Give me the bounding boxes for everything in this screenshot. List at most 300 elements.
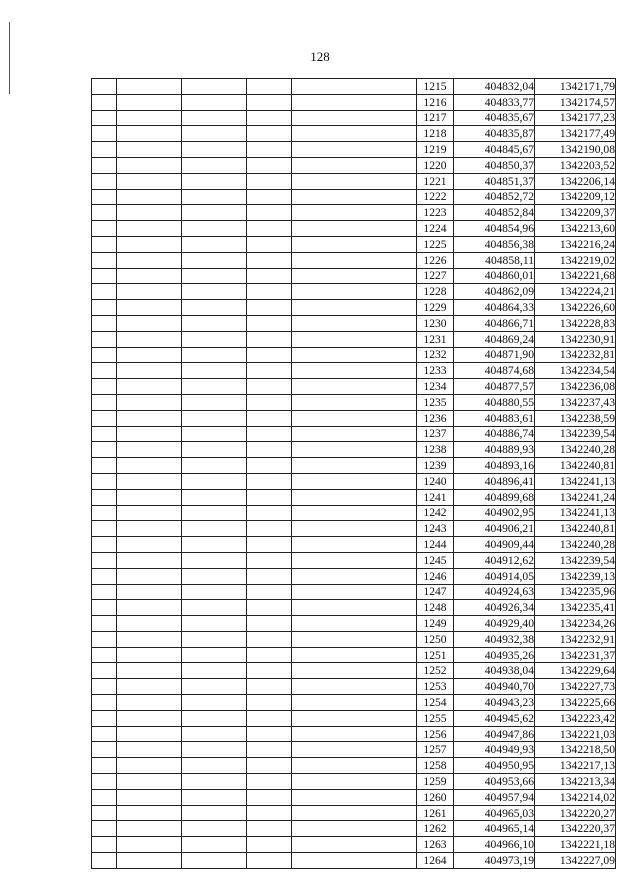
point-number-cell: 1221 — [417, 173, 454, 189]
empty-cell — [182, 142, 247, 158]
point-number-cell: 1230 — [417, 315, 454, 331]
empty-cell — [92, 126, 117, 142]
y-coordinate-cell: 1342226,60 — [535, 300, 616, 316]
table-row — [92, 584, 616, 600]
empty-cell — [182, 410, 247, 426]
y-coordinate-cell: 1342225,66 — [535, 695, 616, 711]
empty-cell — [247, 568, 292, 584]
empty-cell — [117, 679, 182, 695]
empty-cell — [247, 473, 292, 489]
table-row — [92, 631, 616, 647]
point-number-cell: 1243 — [417, 521, 454, 537]
empty-cell — [247, 837, 292, 853]
point-number-cell: 1250 — [417, 631, 454, 647]
x-coordinate-cell: 404893,16 — [454, 458, 535, 474]
x-coordinate-cell: 404880,55 — [454, 394, 535, 410]
empty-cell — [117, 584, 182, 600]
table-row — [92, 805, 616, 821]
empty-cell — [92, 331, 117, 347]
empty-cell — [292, 837, 417, 853]
empty-cell — [247, 805, 292, 821]
x-coordinate-cell: 404929,40 — [454, 616, 535, 632]
empty-cell — [117, 505, 182, 521]
empty-cell — [117, 157, 182, 173]
y-coordinate-cell: 1342190,08 — [535, 142, 616, 158]
table-row — [92, 394, 616, 410]
empty-cell — [182, 94, 247, 110]
table-row — [92, 663, 616, 679]
empty-cell — [292, 695, 417, 711]
empty-cell — [247, 726, 292, 742]
empty-cell — [292, 236, 417, 252]
x-coordinate-cell: 404926,34 — [454, 600, 535, 616]
table-row — [92, 489, 616, 505]
empty-cell — [117, 442, 182, 458]
empty-cell — [182, 458, 247, 474]
empty-cell — [247, 315, 292, 331]
empty-cell — [182, 505, 247, 521]
table-row — [92, 774, 616, 790]
point-number-cell: 1253 — [417, 679, 454, 695]
empty-cell — [117, 410, 182, 426]
empty-cell — [182, 853, 247, 869]
x-coordinate-cell: 404924,63 — [454, 584, 535, 600]
empty-cell — [117, 600, 182, 616]
empty-cell — [117, 300, 182, 316]
empty-cell — [117, 742, 182, 758]
point-number-cell: 1249 — [417, 616, 454, 632]
x-coordinate-cell: 404866,71 — [454, 315, 535, 331]
empty-cell — [292, 616, 417, 632]
y-coordinate-cell: 1342220,37 — [535, 821, 616, 837]
y-coordinate-cell: 1342218,50 — [535, 742, 616, 758]
point-number-cell: 1216 — [417, 94, 454, 110]
empty-cell — [182, 774, 247, 790]
table-row — [92, 157, 616, 173]
empty-cell — [182, 268, 247, 284]
empty-cell — [292, 631, 417, 647]
empty-cell — [92, 394, 117, 410]
empty-cell — [247, 853, 292, 869]
empty-cell — [92, 410, 117, 426]
empty-cell — [117, 521, 182, 537]
table-row — [92, 379, 616, 395]
point-number-cell: 1244 — [417, 537, 454, 553]
point-number-cell: 1260 — [417, 789, 454, 805]
empty-cell — [292, 458, 417, 474]
x-coordinate-cell: 404935,26 — [454, 647, 535, 663]
table-row — [92, 521, 616, 537]
empty-cell — [92, 663, 117, 679]
table-row — [92, 442, 616, 458]
y-coordinate-cell: 1342221,68 — [535, 268, 616, 284]
empty-cell — [182, 221, 247, 237]
y-coordinate-cell: 1342234,26 — [535, 616, 616, 632]
empty-cell — [92, 189, 117, 205]
y-coordinate-cell: 1342235,96 — [535, 584, 616, 600]
empty-cell — [92, 552, 117, 568]
coordinates-table-body — [92, 79, 616, 869]
empty-cell — [182, 426, 247, 442]
empty-cell — [182, 315, 247, 331]
empty-cell — [247, 205, 292, 221]
y-coordinate-cell: 1342217,13 — [535, 758, 616, 774]
empty-cell — [117, 710, 182, 726]
empty-cell — [92, 537, 117, 553]
point-number-cell: 1220 — [417, 157, 454, 173]
empty-cell — [117, 489, 182, 505]
empty-cell — [182, 473, 247, 489]
table-row — [92, 853, 616, 869]
x-coordinate-cell: 404854,96 — [454, 221, 535, 237]
x-coordinate-cell: 404950,95 — [454, 758, 535, 774]
empty-cell — [247, 394, 292, 410]
table-row — [92, 742, 616, 758]
empty-cell — [92, 821, 117, 837]
table-row — [92, 568, 616, 584]
empty-cell — [292, 568, 417, 584]
y-coordinate-cell: 1342214,02 — [535, 789, 616, 805]
empty-cell — [292, 505, 417, 521]
table-row — [92, 142, 616, 158]
empty-cell — [117, 552, 182, 568]
empty-cell — [182, 442, 247, 458]
x-coordinate-cell: 404852,72 — [454, 189, 535, 205]
x-coordinate-cell: 404966,10 — [454, 837, 535, 853]
point-number-cell: 1235 — [417, 394, 454, 410]
empty-cell — [92, 315, 117, 331]
y-coordinate-cell: 1342241,13 — [535, 473, 616, 489]
empty-cell — [117, 221, 182, 237]
x-coordinate-cell: 404858,11 — [454, 252, 535, 268]
empty-cell — [117, 252, 182, 268]
point-number-cell: 1254 — [417, 695, 454, 711]
empty-cell — [182, 600, 247, 616]
empty-cell — [292, 94, 417, 110]
point-number-cell: 1261 — [417, 805, 454, 821]
empty-cell — [182, 331, 247, 347]
empty-cell — [92, 157, 117, 173]
x-coordinate-cell: 404965,14 — [454, 821, 535, 837]
point-number-cell: 1224 — [417, 221, 454, 237]
x-coordinate-cell: 404940,70 — [454, 679, 535, 695]
empty-cell — [92, 774, 117, 790]
empty-cell — [182, 205, 247, 221]
table-row — [92, 537, 616, 553]
point-number-cell: 1237 — [417, 426, 454, 442]
point-number-cell: 1240 — [417, 473, 454, 489]
point-number-cell: 1257 — [417, 742, 454, 758]
y-coordinate-cell: 1342227,09 — [535, 853, 616, 869]
x-coordinate-cell: 404852,84 — [454, 205, 535, 221]
x-coordinate-cell: 404871,90 — [454, 347, 535, 363]
empty-cell — [292, 552, 417, 568]
point-number-cell: 1264 — [417, 853, 454, 869]
empty-cell — [92, 505, 117, 521]
empty-cell — [92, 837, 117, 853]
y-coordinate-cell: 1342239,54 — [535, 426, 616, 442]
empty-cell — [182, 679, 247, 695]
table-row — [92, 679, 616, 695]
empty-cell — [92, 805, 117, 821]
x-coordinate-cell: 404886,74 — [454, 426, 535, 442]
y-coordinate-cell: 1342221,18 — [535, 837, 616, 853]
point-number-cell: 1258 — [417, 758, 454, 774]
empty-cell — [292, 600, 417, 616]
empty-cell — [117, 473, 182, 489]
empty-cell — [92, 252, 117, 268]
empty-cell — [92, 363, 117, 379]
empty-cell — [247, 426, 292, 442]
x-coordinate-cell: 404906,21 — [454, 521, 535, 537]
empty-cell — [117, 236, 182, 252]
empty-cell — [92, 568, 117, 584]
x-coordinate-cell: 404856,38 — [454, 236, 535, 252]
table-row — [92, 410, 616, 426]
empty-cell — [92, 631, 117, 647]
empty-cell — [292, 394, 417, 410]
empty-cell — [92, 616, 117, 632]
x-coordinate-cell: 404851,37 — [454, 173, 535, 189]
point-number-cell: 1231 — [417, 331, 454, 347]
y-coordinate-cell: 1342237,43 — [535, 394, 616, 410]
empty-cell — [182, 584, 247, 600]
empty-cell — [117, 268, 182, 284]
empty-cell — [292, 473, 417, 489]
empty-cell — [117, 663, 182, 679]
point-number-cell: 1248 — [417, 600, 454, 616]
point-number-cell: 1236 — [417, 410, 454, 426]
empty-cell — [92, 426, 117, 442]
y-coordinate-cell: 1342227,73 — [535, 679, 616, 695]
point-number-cell: 1241 — [417, 489, 454, 505]
empty-cell — [182, 552, 247, 568]
table-row — [92, 300, 616, 316]
empty-cell — [247, 410, 292, 426]
empty-cell — [247, 347, 292, 363]
x-coordinate-cell: 404902,95 — [454, 505, 535, 521]
empty-cell — [117, 774, 182, 790]
point-number-cell: 1227 — [417, 268, 454, 284]
table-row — [92, 789, 616, 805]
empty-cell — [247, 584, 292, 600]
empty-cell — [182, 189, 247, 205]
empty-cell — [92, 710, 117, 726]
table-row — [92, 758, 616, 774]
x-coordinate-cell: 404909,44 — [454, 537, 535, 553]
empty-cell — [247, 284, 292, 300]
empty-cell — [92, 584, 117, 600]
empty-cell — [92, 758, 117, 774]
empty-cell — [92, 489, 117, 505]
empty-cell — [182, 805, 247, 821]
empty-cell — [247, 142, 292, 158]
table-row — [92, 821, 616, 837]
empty-cell — [92, 300, 117, 316]
empty-cell — [247, 363, 292, 379]
x-coordinate-cell: 404957,94 — [454, 789, 535, 805]
y-coordinate-cell: 1342219,02 — [535, 252, 616, 268]
empty-cell — [292, 537, 417, 553]
empty-cell — [92, 647, 117, 663]
empty-cell — [182, 710, 247, 726]
table-row — [92, 363, 616, 379]
empty-cell — [292, 426, 417, 442]
empty-cell — [92, 458, 117, 474]
table-row — [92, 426, 616, 442]
empty-cell — [247, 679, 292, 695]
empty-cell — [292, 300, 417, 316]
empty-cell — [92, 284, 117, 300]
empty-cell — [92, 79, 117, 95]
empty-cell — [92, 236, 117, 252]
table-row — [92, 236, 616, 252]
empty-cell — [182, 110, 247, 126]
empty-cell — [292, 315, 417, 331]
x-coordinate-cell: 404850,37 — [454, 157, 535, 173]
empty-cell — [292, 805, 417, 821]
table-row — [92, 126, 616, 142]
empty-cell — [247, 695, 292, 711]
empty-cell — [92, 221, 117, 237]
table-row — [92, 347, 616, 363]
empty-cell — [247, 537, 292, 553]
empty-cell — [92, 442, 117, 458]
empty-cell — [92, 600, 117, 616]
empty-cell — [247, 742, 292, 758]
point-number-cell: 1255 — [417, 710, 454, 726]
y-coordinate-cell: 1342240,28 — [535, 442, 616, 458]
empty-cell — [247, 821, 292, 837]
x-coordinate-cell: 404949,93 — [454, 742, 535, 758]
point-number-cell: 1246 — [417, 568, 454, 584]
empty-cell — [117, 284, 182, 300]
table-row — [92, 616, 616, 632]
y-coordinate-cell: 1342234,54 — [535, 363, 616, 379]
x-coordinate-cell: 404874,68 — [454, 363, 535, 379]
table-row — [92, 473, 616, 489]
point-number-cell: 1219 — [417, 142, 454, 158]
x-coordinate-cell: 404932,38 — [454, 631, 535, 647]
point-number-cell: 1222 — [417, 189, 454, 205]
table-row — [92, 268, 616, 284]
empty-cell — [182, 379, 247, 395]
empty-cell — [182, 252, 247, 268]
empty-cell — [117, 142, 182, 158]
point-number-cell: 1262 — [417, 821, 454, 837]
y-coordinate-cell: 1342236,08 — [535, 379, 616, 395]
empty-cell — [92, 110, 117, 126]
empty-cell — [182, 647, 247, 663]
table-row — [92, 94, 616, 110]
y-coordinate-cell: 1342177,23 — [535, 110, 616, 126]
point-number-cell: 1239 — [417, 458, 454, 474]
x-coordinate-cell: 404912,62 — [454, 552, 535, 568]
empty-cell — [117, 205, 182, 221]
empty-cell — [292, 110, 417, 126]
x-coordinate-cell: 404883,61 — [454, 410, 535, 426]
point-number-cell: 1259 — [417, 774, 454, 790]
empty-cell — [92, 726, 117, 742]
empty-cell — [182, 742, 247, 758]
x-coordinate-cell: 404899,68 — [454, 489, 535, 505]
y-coordinate-cell: 1342240,81 — [535, 458, 616, 474]
empty-cell — [247, 379, 292, 395]
empty-cell — [92, 521, 117, 537]
empty-cell — [117, 173, 182, 189]
empty-cell — [292, 742, 417, 758]
empty-cell — [247, 126, 292, 142]
empty-cell — [292, 584, 417, 600]
empty-cell — [292, 489, 417, 505]
empty-cell — [117, 647, 182, 663]
empty-cell — [292, 79, 417, 95]
empty-cell — [117, 726, 182, 742]
empty-cell — [117, 631, 182, 647]
empty-cell — [247, 631, 292, 647]
empty-cell — [292, 347, 417, 363]
empty-cell — [117, 695, 182, 711]
empty-cell — [292, 268, 417, 284]
empty-cell — [117, 805, 182, 821]
empty-cell — [117, 458, 182, 474]
empty-cell — [182, 568, 247, 584]
empty-cell — [292, 221, 417, 237]
empty-cell — [92, 347, 117, 363]
table-row — [92, 173, 616, 189]
empty-cell — [182, 821, 247, 837]
point-number-cell: 1233 — [417, 363, 454, 379]
y-coordinate-cell: 1342221,03 — [535, 726, 616, 742]
x-coordinate-cell: 404832,04 — [454, 79, 535, 95]
empty-cell — [117, 616, 182, 632]
empty-cell — [247, 710, 292, 726]
point-number-cell: 1252 — [417, 663, 454, 679]
empty-cell — [247, 774, 292, 790]
point-number-cell: 1226 — [417, 252, 454, 268]
empty-cell — [92, 173, 117, 189]
point-number-cell: 1225 — [417, 236, 454, 252]
empty-cell — [292, 189, 417, 205]
y-coordinate-cell: 1342232,91 — [535, 631, 616, 647]
x-coordinate-cell: 404835,87 — [454, 126, 535, 142]
x-coordinate-cell: 404860,01 — [454, 268, 535, 284]
empty-cell — [182, 837, 247, 853]
empty-cell — [182, 489, 247, 505]
empty-cell — [292, 331, 417, 347]
y-coordinate-cell: 1342238,59 — [535, 410, 616, 426]
empty-cell — [292, 853, 417, 869]
empty-cell — [292, 142, 417, 158]
empty-cell — [247, 236, 292, 252]
empty-cell — [117, 837, 182, 853]
empty-cell — [92, 94, 117, 110]
empty-cell — [292, 205, 417, 221]
empty-cell — [182, 631, 247, 647]
empty-cell — [292, 710, 417, 726]
point-number-cell: 1217 — [417, 110, 454, 126]
point-number-cell: 1232 — [417, 347, 454, 363]
empty-cell — [247, 331, 292, 347]
empty-cell — [92, 473, 117, 489]
point-number-cell: 1238 — [417, 442, 454, 458]
empty-cell — [117, 568, 182, 584]
empty-cell — [247, 189, 292, 205]
x-coordinate-cell: 404835,67 — [454, 110, 535, 126]
x-coordinate-cell: 404943,23 — [454, 695, 535, 711]
empty-cell — [117, 110, 182, 126]
empty-cell — [247, 157, 292, 173]
